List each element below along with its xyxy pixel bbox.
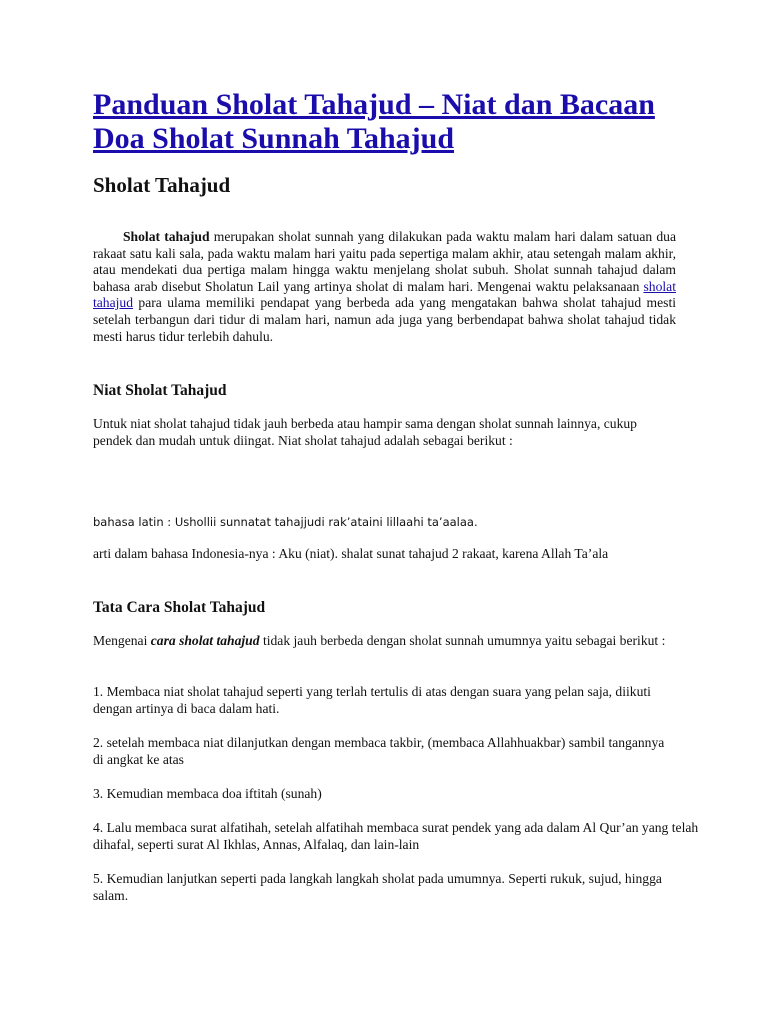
step-item-3: 3. Kemudian membaca doa iftitah (sunah) bbox=[93, 786, 322, 801]
tata-intro-paragraph bbox=[93, 633, 668, 650]
section-heading-sholat-tahajud: Sholat Tahajud bbox=[93, 173, 231, 197]
latin-label: bahasa latin : bbox=[93, 515, 175, 529]
section-heading-niat: Niat Sholat Tahajud bbox=[93, 382, 227, 399]
article-title-link[interactable]: Panduan Sholat Tahajud – Niat dan Bacaan Doa Sholat Sunnah Tahajud bbox=[93, 88, 655, 155]
tata-intro-after: tidak jauh berbeda dengan sholat sunnah umumnya yaitu sebagai berikut : bbox=[259, 633, 666, 648]
step-item-1: 1. Membaca niat sholat tahajud seperti yang terlah tertulis di atas dengan suara yang pelan saja, diikuti dengan artinya di baca dalam hati. bbox=[93, 684, 651, 716]
intro-bold-term: Sholat tahajud bbox=[123, 229, 210, 244]
step-item-2: 2. setelah membaca niat dilanjutkan dengan membaca takbir, (membaca Allahhuakbar) sambil tangannya di angkat ke atas bbox=[93, 735, 665, 767]
step-item-4: 4. Lalu membaca surat alfatihah, setelah alfatihah membaca surat pendek yang ada dalam Al Qur’an yang telah dihafal, seperti surat Al Ikhlas, Annas, Alfalaq, dan lain-lain bbox=[93, 820, 699, 852]
tata-intro-before: Mengenai bbox=[93, 633, 151, 648]
intro-text-after-link: para ulama memiliki pendapat yang berbeda ada yang mengatakan bahwa sholat tahajud mesti setelah terbangun dari tidur di malam hari, namun ada juga yang berbendapat bahwa sholat tahajud tidak mesti harus tidur terlebih dahulu. bbox=[93, 295, 676, 344]
intro-paragraph bbox=[93, 229, 676, 345]
arti-paragraph: arti dalam bahasa Indonesia-nya : Aku (niat). shalat sunat tahajud 2 rakaat, karena Allah Ta’ala bbox=[93, 546, 609, 561]
tata-intro-emphasis: cara sholat tahajud bbox=[150, 633, 260, 648]
intro-text-before-link: merupakan sholat sunnah yang dilakukan pada waktu malam hari dalam satuan dua rakaat satu kali sala, pada waktu malam hari yaitu pada sepertiga malam akhir, atau setengah malam akhir, atau mendekati dua pertiga malam hingga waktu menjelang sholat subuh. Sholat sunnah tahajud dalam bahasa arab disebut Sholatun Lail yang artinya sholat di malam hari. Mengenai waktu pelaksanaan bbox=[93, 229, 676, 294]
step-item-5: 5. Kemudian lanjutkan seperti pada langkah langkah sholat pada umumnya. Seperti rukuk, sujud, hingga salam. bbox=[93, 871, 662, 903]
sholat-tahajud-link[interactable]: sholat tahajud bbox=[93, 278, 676, 311]
article-title bbox=[93, 88, 693, 156]
niat-intro-paragraph: Untuk niat sholat tahajud tidak jauh berbeda atau hampir sama dengan sholat sunnah lainnya, cukup pendek dan mudah untuk diingat. Niat sholat tahajud adalah sebagai berikut : bbox=[93, 416, 637, 448]
latin-paragraph bbox=[93, 514, 676, 531]
latin-text: Ushollii sunnatat tahajjudi rak’ataini lillaahi ta’aalaa. bbox=[174, 515, 478, 529]
section-heading-tata-cara: Tata Cara Sholat Tahajud bbox=[93, 599, 266, 616]
